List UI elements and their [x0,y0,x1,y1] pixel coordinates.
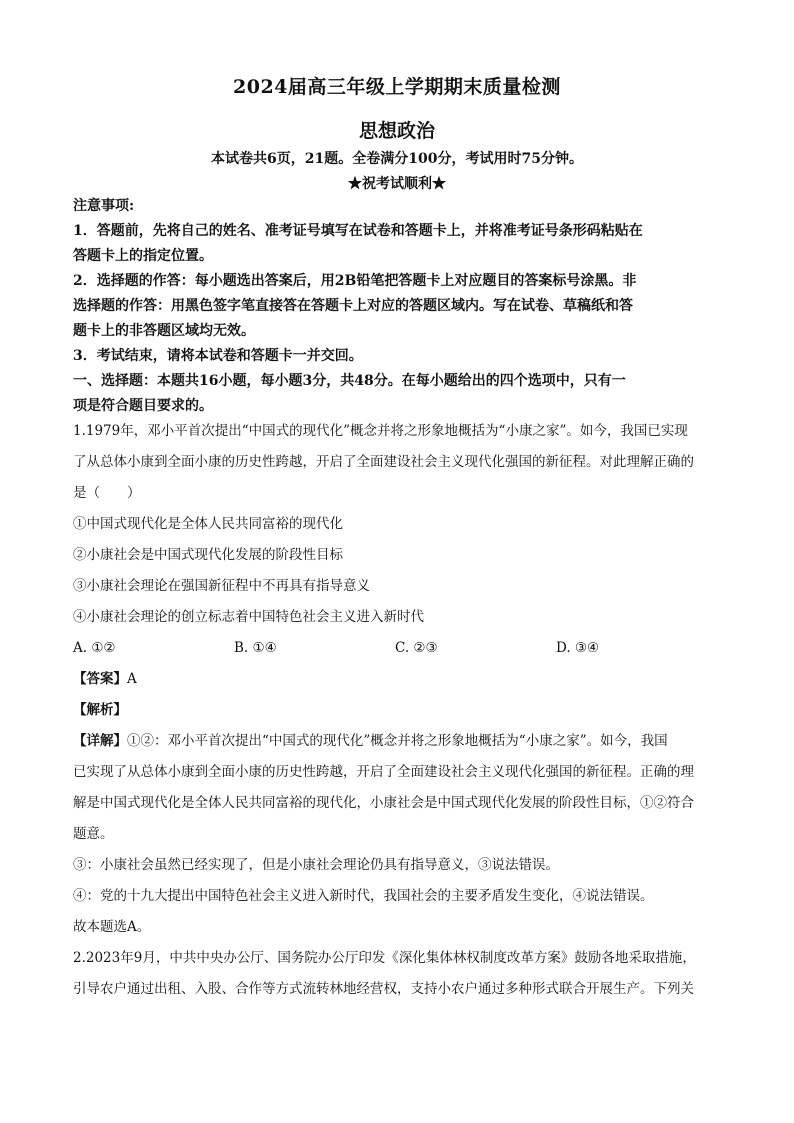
question-stem: 了从总体小康到全面小康的历史性跨越，开启了全面建设社会主义现代化强国的新征程。对此理解正确的 [73,454,694,470]
detail-label: 【详解】 [73,733,127,749]
detail-text: 题意。 [73,826,114,842]
detail-text: 故本题选A。 [73,919,151,935]
notes-line: 3．考试结束，请将本试卷和答题卡一并交回。 [73,348,363,364]
option-a: A. ①② [73,640,116,656]
section-heading: 一、选择题：本题共16小题，每小题3分，共48分。在每小题给出的四个选项中，只有一 [73,373,626,389]
notes-line: 选择题的作答：用黑色签字笔直接答在答题卡上对应的答题区域内。写在试卷、草稿纸和答 [73,298,633,314]
detail-text: ③：小康社会虽然已经实现了，但是小康社会理论仍具有指导意义，③说法错误。 [73,857,559,873]
detail-text: 已实现了从总体小康到全面小康的历史性跨越，开启了全面建设社会主义现代化强国的新征程。正确的理 [73,764,694,780]
notes-line: 题卡上的非答题区域均无效。 [73,323,255,339]
notes-heading: 注意事项: [73,198,135,214]
question-stem: 1.1979年，邓小平首次提出“中国式的现代化”概念并将之形象地概括为“小康之家”。如今，我国已实现 [73,423,688,439]
detail-line [73,726,725,757]
option-b: B. ①④ [234,640,277,656]
detail-text: ①②：邓小平首次提出“中国式的现代化”概念并将之形象地概括为“小康之家”。如今，我国 [127,733,668,749]
statement-item: ②小康社会是中国式现代化发展的阶段性目标 [73,547,343,563]
analysis-line [73,695,725,726]
detail-text: 解是中国式现代化是全体人民共同富裕的现代化，小康社会是中国式现代化发展的阶段性目标，①②符合 [73,795,694,811]
question-2-stem: 2.2023年9月，中共中央办公厅、国务院办公厅印发《深化集体林权制度改革方案》鼓励各地采取措施， [73,950,696,966]
option-d: D. ③④ [556,640,600,656]
question-1 [73,416,725,1005]
exam-title: 2024届高三年级上学期期末质量检测 [233,76,561,98]
subject-title: 思想政治 [358,120,435,142]
exam-info: 本试卷共6页，21题。全卷满分100分，考试用时75分钟。 [211,151,583,167]
notes-line: 答题卡上的指定位置。 [73,248,213,264]
answer-options [73,633,725,664]
detail-text: ④：党的十九大提出中国特色社会主义进入新时代，我国社会的主要矛盾发生变化，④说法错误。 [73,888,654,904]
notes-section [73,194,725,419]
analysis-label: 【解析】 [73,702,127,718]
section-heading: 项是符合题目要求的。 [73,398,213,414]
answer-line [73,664,725,695]
good-luck-line: ★祝考试顺利★ [348,176,446,192]
question-2-stem: 引导农户通过出租、入股、合作等方式流转林地经营权，支持小农户通过多种形式联合开展生产。下列关 [73,981,694,997]
answer-value: A [127,671,137,687]
option-c: C. ②③ [395,640,438,656]
statement-item: ③小康社会理论在强国新征程中不再具有指导意义 [73,578,370,594]
statement-item: ④小康社会理论的创立标志着中国特色社会主义进入新时代 [73,609,424,625]
question-stem: 是（ ） [73,485,141,501]
statement-item: ①中国式现代化是全体人民共同富裕的现代化 [73,516,343,532]
notes-line: 1．答题前，先将自己的姓名、准考证号填写在试卷和答题卡上，并将准考证号条形码粘贴在 [73,223,643,239]
answer-label: 【答案】 [73,671,127,687]
notes-line: 2．选择题的作答：每小题选出答案后，用2B铅笔把答题卡上对应题目的答案标号涂黑。非 [73,273,637,289]
